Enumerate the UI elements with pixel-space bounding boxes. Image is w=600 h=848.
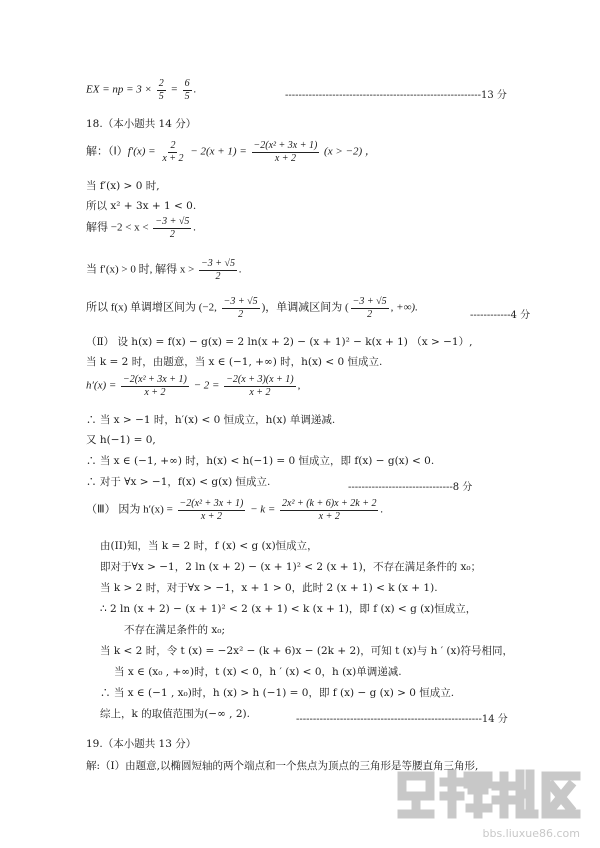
text-line: ∴ 2 ln (x + 2) − (x + 1)² < 2 (x + 1) < k (x + 1)，即 f (x) < g (x)恒成立，	[100, 603, 477, 615]
score-marker-14: -------------------------------------------------------14 分	[296, 714, 508, 725]
solution-line: 当 f′(x) > 0 时, 解得 x > $\frac{-3 + √5}{2}$ .	[86, 258, 242, 282]
fraction: $\frac{\text{−2(x² + 3x + 1)}}{x + 2}$	[179, 498, 244, 522]
text-line: 不存在满足条件的 x₀;	[124, 624, 226, 636]
text-line: 又 h(−1) = 0,	[86, 434, 156, 446]
text-line: 综上，k 的取值范围为(−∞ , 2).	[100, 708, 250, 720]
solution-interval-line: 解得 −2 < x < $\frac{-3 + √5}{2}$ .	[86, 216, 197, 240]
text-line: ∴ 当 x ∈ (−1, +∞) 时，h(x) < h(−1) = 0 恒成立，即 f(x) − g(x) < 0.	[86, 455, 435, 467]
derivative-line: 解：（Ⅰ）f′(x) = $\frac{2}{x + 2}$ − 2(x + 1) = $\frac{\text{−2(x² + 3x + 1)}}{x + 2}$ (x > −2) ，	[86, 140, 376, 164]
h-derivative-line: h′(x) = $\frac{\text{−2(x² + 3x + 1)}}{x + 2}$ − 2 = $\frac{-2(x + 3)(x + 1)}{x + 2}$ ,	[86, 374, 301, 398]
text-line: 即对于∀x > −1，2 ln (x + 2) − (x + 1)² < 2 (x + 1)，不存在满足条件的 x₀；	[100, 561, 482, 573]
fraction: $\frac{-3 + √5}{2}$	[352, 296, 387, 320]
fraction: $\frac{\text{2x² + (k + 6)x + 2k + 2}}{x + 2}$	[282, 498, 377, 522]
fraction: $\frac{-3 + √5}{2}$	[223, 296, 258, 320]
fraction: $\frac{2}{5}$	[158, 78, 164, 102]
fraction: $\frac{-3 + √5}{2}$	[201, 258, 236, 282]
fraction: $\frac{\text{−2(x² + 3x + 1)}}{x + 2}$	[123, 374, 187, 398]
text-line: 当 k > 2 时，对于∀x > −1，x + 1 > 0，此时 2 (x + 1) < k (x + 1).	[100, 582, 438, 594]
text-line: ∴ 当 x ∈ (−1 , x₀)时，h (x) > h (−1) = 0，即 f (x) − g (x) > 0 恒成立.	[100, 687, 455, 699]
question-18-header: 18.（本小题共 14 分）	[86, 118, 197, 130]
text-line: 解:（Ⅰ）由题意,以椭圆短轴的两个端点和一个焦点为顶点的三角形是等腰直角三角形,	[86, 760, 479, 772]
text-line: 当 k < 2 时，令 t (x) = −2x² − (k + 6)x − (2k + 2)，可知 t (x)与 h ′ (x)符号相同，	[100, 645, 514, 657]
expectation-line: EX = np = 3 × $\frac{2}{5}$ = $\frac{6}{5}$ .	[86, 78, 197, 102]
watermark-url: bbs.liuxue86.com	[482, 827, 580, 840]
part-III-derivative-line: （Ⅲ） 因为 h′(x) = $\frac{\text{−2(x² + 3x + 1)}}{x + 2}$ − k = $\frac{\text{2x² + (k + 6)x + 2k + 2}}{x + 2}$ .	[86, 498, 384, 522]
text-line: 所以 x² + 3x + 1 < 0.	[86, 200, 197, 212]
fraction: $\frac{6}{5}$	[184, 78, 190, 102]
question-19-header: 19.（本小题共 13 分）	[86, 738, 197, 750]
text-line: 当 k = 2 时，由题意，当 x ∈ (−1, +∞) 时，h(x) < 0 恒成立.	[86, 356, 383, 368]
text-line: 由(II)知，当 k = 2 时，f (x) < g (x)恒成立，	[100, 540, 318, 552]
fraction: $\frac{-3 + √5}{2}$	[155, 216, 190, 240]
text-line: 当 x ∈ (x₀ , +∞)时，t (x) < 0，h ′ (x) < 0，h (x)单调递减.	[114, 666, 402, 678]
text-line: ∴ 当 x > −1 时，h′(x) < 0 恒成立，h(x) 单调递减.	[86, 414, 336, 426]
fraction: $\frac{-2(x + 3)(x + 1)}{x + 2}$	[226, 374, 294, 398]
watermark-logo	[392, 764, 582, 820]
score-marker-4: ------------4 分	[470, 310, 531, 321]
fraction: $\frac{2}{x + 2}$	[162, 140, 184, 164]
monotonic-interval-line: 所以 f(x) 单调增区间为 (−2, $\frac{-3 + √5}{2}$ )，单调减区间为 ( $\frac{-3 + √5}{2}$ , +∞).	[86, 296, 418, 320]
score-marker-8: -------------------------------8 分	[348, 482, 473, 493]
text-line: 当 f′(x) > 0 时,	[86, 180, 160, 192]
text-line: ∴ 对于 ∀x > −1，f(x) < g(x) 恒成立.	[86, 476, 271, 488]
text-line: （Ⅱ） 设 h(x) = f(x) − g(x) = 2 ln(x + 2) − (x + 1)² − k(x + 1) （x > −1）,	[86, 336, 473, 348]
fraction: $\frac{\text{−2(x² + 3x + 1)}}{x + 2}$	[253, 140, 318, 164]
score-marker-13: ----------------------------------------------------------13 分	[285, 90, 507, 101]
